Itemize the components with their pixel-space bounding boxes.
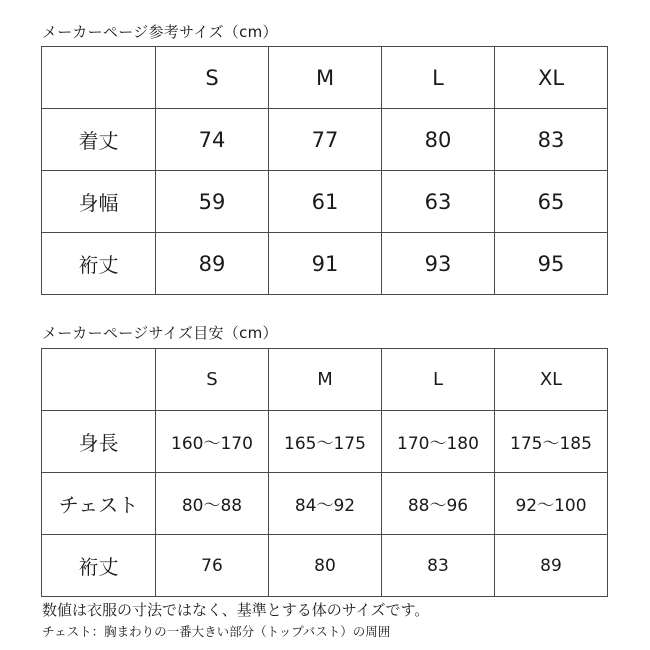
table-row (42, 535, 608, 597)
table-cell: 74 (156, 109, 269, 171)
table-cell: 77 (269, 109, 382, 171)
table-cell: 165～175 (269, 411, 382, 473)
table-cell: 76 (156, 535, 269, 597)
table-row (42, 109, 608, 171)
table-cell: 89 (156, 233, 269, 295)
size-xl-header: XL (495, 47, 608, 109)
table-row (42, 473, 608, 535)
corner-cell (42, 349, 156, 411)
table-cell: 80 (382, 109, 495, 171)
maker-size-title: メーカーページ参考サイズ（cm） (42, 23, 278, 41)
table-cell: 61 (269, 171, 382, 233)
table-cell: 83 (495, 109, 608, 171)
table-cell: 80 (269, 535, 382, 597)
table-cell: 88～96 (382, 473, 495, 535)
size-xl-header: XL (495, 349, 608, 411)
corner-cell (42, 47, 156, 109)
chest-definition-note: チェスト：胸まわりの一番大きい部分（トップバスト）の周囲 (42, 624, 391, 639)
table-cell: 170～180 (382, 411, 495, 473)
size-s-header: S (156, 349, 269, 411)
row-label: 裄丈 (42, 233, 156, 295)
size-guide-title: メーカーページサイズ目安（cm） (42, 324, 278, 342)
row-label: 着丈 (42, 109, 156, 171)
size-m-header: M (269, 349, 382, 411)
table-cell: 160～170 (156, 411, 269, 473)
table-row (42, 411, 608, 473)
size-guide-table (41, 348, 608, 597)
measurement-note: 数値は衣服の寸法ではなく、基準とする体のサイズです。 (42, 601, 430, 619)
size-l-header: L (382, 349, 495, 411)
table-row (42, 171, 608, 233)
table-cell: 92～100 (495, 473, 608, 535)
table-row (42, 233, 608, 295)
size-m-header: M (269, 47, 382, 109)
table-header-row (42, 47, 608, 109)
table-cell: 80～88 (156, 473, 269, 535)
table-cell: 93 (382, 233, 495, 295)
row-label: チェスト (42, 473, 156, 535)
table-header-row (42, 349, 608, 411)
table-cell: 65 (495, 171, 608, 233)
row-label: 裄丈 (42, 535, 156, 597)
table-cell: 95 (495, 233, 608, 295)
table-cell: 59 (156, 171, 269, 233)
table-cell: 84～92 (269, 473, 382, 535)
table-cell: 63 (382, 171, 495, 233)
row-label: 身幅 (42, 171, 156, 233)
table-cell: 83 (382, 535, 495, 597)
size-s-header: S (156, 47, 269, 109)
table-cell: 175～185 (495, 411, 608, 473)
table-cell: 91 (269, 233, 382, 295)
size-l-header: L (382, 47, 495, 109)
maker-size-table (41, 46, 608, 295)
row-label: 身長 (42, 411, 156, 473)
table-cell: 89 (495, 535, 608, 597)
